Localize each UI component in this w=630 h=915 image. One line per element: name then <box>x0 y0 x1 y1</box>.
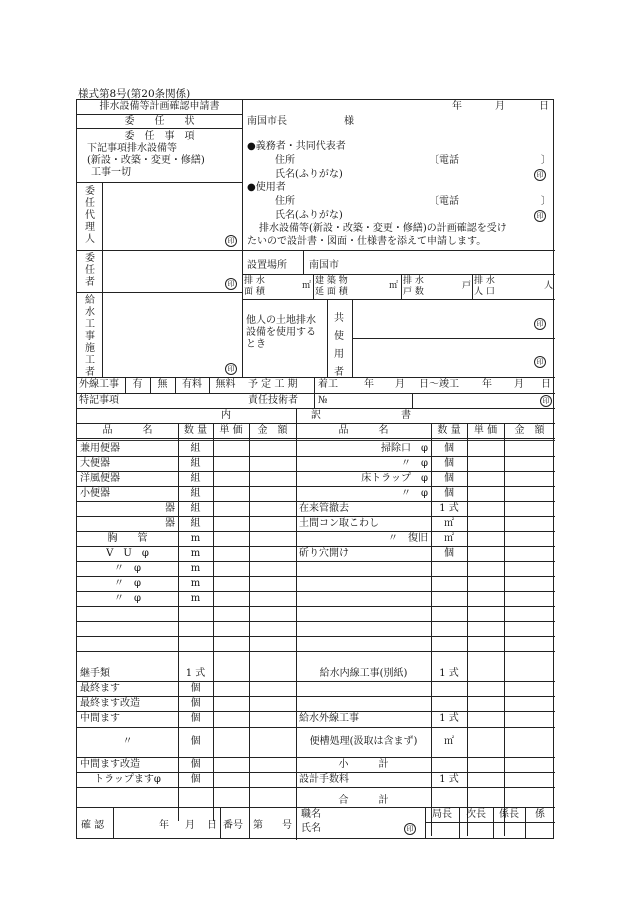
left-row-item: 兼用便器 <box>80 443 120 454</box>
right-row-item: 土間コン取こわし <box>299 518 379 529</box>
row-divider <box>77 636 555 637</box>
approver-deputy: 次長 <box>466 809 486 820</box>
left-row-item: 小便器 <box>80 488 110 499</box>
proxy-matters-heading: 委 任 事 項 <box>124 131 195 142</box>
period-end-year: 年 <box>482 379 492 390</box>
period-day-to: 日～竣工 <box>419 379 459 390</box>
user-seal-icon: 印 <box>534 210 546 222</box>
row-divider <box>77 727 555 728</box>
installer-seal-icon: 印 <box>225 363 237 375</box>
right-row-unit: ㎡ <box>444 518 454 529</box>
left-row-item: V U φ <box>106 548 149 559</box>
left-row-unit: 個 <box>190 713 201 724</box>
left-row-unit: m <box>190 533 201 544</box>
left-row-unit: 組 <box>190 503 201 514</box>
row-divider <box>77 561 555 562</box>
engineer-number: № <box>318 395 328 406</box>
location-value: 南国市 <box>309 260 339 271</box>
number-go: 号 <box>282 820 292 831</box>
external-work-label: 外線工事 <box>79 379 119 390</box>
external-paid: 有料 <box>182 379 202 390</box>
right-row-unit: ㎡ <box>444 736 454 747</box>
external-no: 無 <box>157 379 168 390</box>
left-row-item: 最終ます改造 <box>80 698 140 709</box>
left-row-item: 器 <box>165 503 175 514</box>
officer-seal-icon: 印 <box>404 823 416 835</box>
date-day: 日 <box>539 101 549 112</box>
delegator-seal-icon: 印 <box>225 278 237 290</box>
user-name-label: 氏名(ふりがな) <box>275 210 343 221</box>
row-divider <box>77 471 555 472</box>
form-title: 排水設備等計画確認申請書 <box>99 101 220 112</box>
co-use-label: 共使用者 <box>334 313 344 378</box>
number-label: 番号 <box>223 820 243 831</box>
obligor-seal-icon: 印 <box>534 169 546 181</box>
application-form <box>76 99 554 839</box>
right-row-item: 在来管撤去 <box>299 503 349 514</box>
statement-line-1: 排水設備等(新設・改築・変更・修繕)の計画確認を受け <box>259 223 507 234</box>
user-heading: ●使用者 <box>247 182 286 193</box>
floor-area-label: 建 築 物 延 面 積 <box>315 276 348 297</box>
date-month: 月 <box>495 101 505 112</box>
user-phone-label: 〔電話 <box>429 196 459 207</box>
row-divider <box>77 651 555 652</box>
period-label: 予 定 工 期 <box>248 379 298 390</box>
honorific: 様 <box>344 116 354 127</box>
right-row-item: 便槽処理(汲取は含まず) <box>309 736 418 747</box>
row-divider <box>77 516 555 517</box>
left-row-unit: m <box>190 548 201 559</box>
left-row-item: 中間ます改造 <box>80 759 140 770</box>
period-start-label: 着工 <box>318 379 338 390</box>
right-header-amount: 金 額 <box>514 425 545 436</box>
left-row-unit: 組 <box>190 458 201 469</box>
mayor-addressee: 南国市長 <box>247 116 287 127</box>
right-row-unit: 1 式 <box>439 774 459 785</box>
population-label: 排 水 人 口 <box>474 276 495 297</box>
right-row-item: 掃除口 φ <box>380 443 428 454</box>
right-row-item: 床トラップ φ <box>361 473 428 484</box>
external-free: 無料 <box>215 379 236 390</box>
right-row-item: 小 計 <box>338 759 389 770</box>
approver-chief: 係長 <box>499 809 519 820</box>
row-divider <box>77 787 555 788</box>
obligor-address-label: 住所 <box>275 155 295 166</box>
right-row-item: 給水外線工事 <box>299 713 359 724</box>
proxy-heading: 委 任 状 <box>124 116 195 127</box>
proxy-matter-3: 工事一切 <box>91 167 131 178</box>
right-row-item: 〃 φ <box>400 458 428 469</box>
obligor-heading: ●義務者・共同代表者 <box>247 141 346 152</box>
row-divider <box>77 606 555 607</box>
left-row-unit: 個 <box>190 683 201 694</box>
obligor-phone-label: 〔電話 <box>429 155 459 166</box>
right-row-unit: 1 式 <box>439 668 459 679</box>
agent-label: 委任代理人 <box>85 186 95 245</box>
right-row-unit: 個 <box>444 458 454 469</box>
right-row-unit: 個 <box>444 488 454 499</box>
left-row-unit: 組 <box>190 488 201 499</box>
co-use-seal-1-icon: 印 <box>534 318 546 330</box>
drain-area-label: 排 水 面 積 <box>244 276 265 297</box>
row-divider <box>77 486 555 487</box>
left-row-unit: 組 <box>190 518 201 529</box>
confirm-label: 確 認 <box>81 820 105 831</box>
period-start-year: 年 <box>364 379 374 390</box>
left-row-unit: 個 <box>190 736 201 747</box>
population-unit: 人 <box>544 281 554 291</box>
right-row-unit: 個 <box>444 548 454 559</box>
approver-staff: 係 <box>535 809 545 820</box>
left-header-price: 単 価 <box>219 425 243 436</box>
engineer-label: 責任技術者 <box>248 395 298 406</box>
left-row-item: 中間ます <box>80 713 120 724</box>
right-row-unit: 1 式 <box>439 713 459 724</box>
right-header-item: 品 名 <box>338 425 389 436</box>
right-row-total: 合 計 <box>338 795 389 806</box>
obligor-name-label: 氏名(ふりがな) <box>275 169 343 180</box>
left-row-unit: m <box>190 593 201 604</box>
floor-area-unit: ㎡ <box>389 281 399 291</box>
right-header-qty: 数 量 <box>437 425 461 436</box>
engineer-seal-icon: 印 <box>540 395 552 407</box>
left-row-unit: 個 <box>190 774 201 785</box>
row-divider <box>77 501 555 502</box>
left-row-item: 〃 φ <box>113 578 141 589</box>
right-row-item: 設計手数料 <box>299 774 349 785</box>
row-divider <box>77 711 555 712</box>
left-header-amount: 金 額 <box>257 425 288 436</box>
drain-area-unit: ㎡ <box>302 281 312 291</box>
breakdown-title: 内 訳 書 <box>221 410 411 421</box>
left-row-unit: m <box>190 563 201 574</box>
row-divider <box>77 546 555 547</box>
row-divider <box>77 591 555 592</box>
row-divider <box>77 576 555 577</box>
form-code: 様式第8号(第20条関係) <box>78 88 191 100</box>
left-row-item: 〃 φ <box>113 593 141 604</box>
confirm-year: 年 <box>159 820 169 831</box>
user-phone-end: 〕 <box>541 196 551 207</box>
left-header-qty: 数 量 <box>183 425 208 436</box>
left-row-item: 〃 φ <box>113 563 141 574</box>
external-yes: 有 <box>132 379 143 390</box>
period-end-month: 月 <box>514 379 524 390</box>
left-row-unit: 組 <box>190 473 201 484</box>
left-row-item: 〃 <box>122 736 133 747</box>
agent-seal-icon: 印 <box>225 235 237 247</box>
left-row-item: 継手類 <box>80 668 110 679</box>
households-unit: 戸 <box>462 281 472 291</box>
left-row-item: 器 <box>165 518 175 529</box>
obligor-phone-end: 〕 <box>541 155 551 166</box>
left-row-unit: 1 式 <box>185 668 206 679</box>
period-start-month: 月 <box>395 379 405 390</box>
confirm-day: 日 <box>207 820 217 831</box>
statement-line-2: たいので設計書・図面・仕様書を添えて申請します。 <box>247 236 487 247</box>
installer-label: 給水工事施工者 <box>85 295 95 378</box>
left-row-item: 洋風便器 <box>80 473 120 484</box>
right-row-unit: 1 式 <box>439 503 459 514</box>
date-year: 年 <box>452 101 462 112</box>
delegator-label: 委任者 <box>85 253 95 288</box>
left-row-item: 大便器 <box>80 458 110 469</box>
officer-name-label: 氏名 <box>301 823 321 834</box>
confirm-month: 月 <box>185 820 195 831</box>
number-dai: 第 <box>253 820 263 831</box>
row-divider <box>77 621 555 622</box>
left-row-unit: 個 <box>190 698 201 709</box>
co-use-seal-2-icon: 印 <box>534 356 546 368</box>
right-row-unit: 個 <box>444 473 454 484</box>
left-row-unit: 組 <box>190 443 201 454</box>
left-row-item: トラップますφ <box>94 774 161 785</box>
proxy-matter-1: 下記事項排水設備等 <box>87 143 177 154</box>
row-divider <box>77 757 555 758</box>
user-address-label: 住所 <box>275 196 295 207</box>
left-row-item: 胸 管 <box>107 533 148 544</box>
right-row-item: 給水内線工事(別紙) <box>319 668 408 679</box>
location-label: 設置場所 <box>247 260 287 271</box>
right-row-item: 〃 復旧 <box>388 533 428 544</box>
left-row-unit: m <box>190 578 201 589</box>
row-divider <box>77 681 555 682</box>
households-label: 排 水 戸 数 <box>403 276 424 297</box>
right-row-item: 斫り穴開け <box>299 548 349 559</box>
right-row-unit: ㎡ <box>444 533 454 544</box>
left-header-item: 品 名 <box>102 425 153 436</box>
right-row-item: 〃 φ <box>400 488 428 499</box>
period-end-day: 日 <box>541 379 551 390</box>
row-divider <box>77 531 555 532</box>
row-divider <box>77 456 555 457</box>
approver-director: 局長 <box>432 809 452 820</box>
left-row-item: 最終ます <box>80 683 120 694</box>
left-row-unit: 個 <box>190 759 201 770</box>
remarks-label: 特記事項 <box>79 395 119 406</box>
proxy-matter-2: (新設・改築・変更・修繕) <box>87 155 205 166</box>
row-divider <box>77 772 555 773</box>
officer-title-label: 職名 <box>301 809 321 820</box>
other-land-label: 他人の土地排水設備を使用するとき <box>246 315 316 350</box>
right-header-price: 単 価 <box>473 425 498 436</box>
right-row-unit: 個 <box>444 443 454 454</box>
row-divider <box>77 696 555 697</box>
